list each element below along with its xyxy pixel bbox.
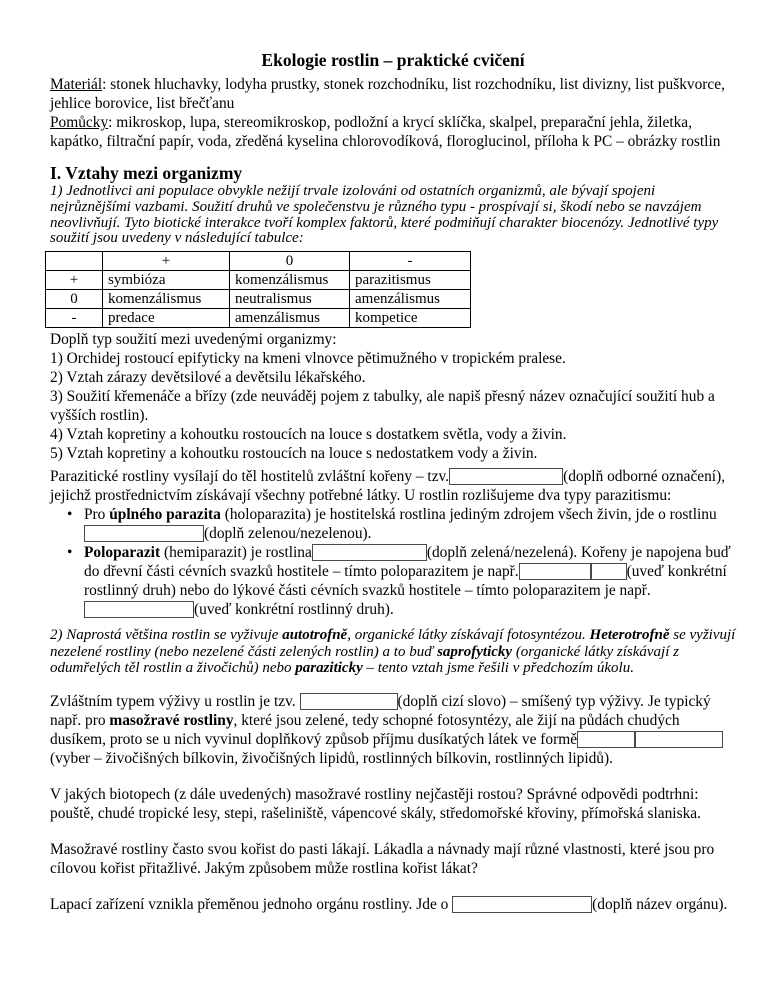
text-run: , organické látky získávají fotosyntézou. bbox=[347, 627, 590, 644]
biotopes-question: V jakých biotopech (z dále uvedených) masožravé rostliny nejčastěji rostou? Správné odpovědi podtrhni: pouště, chudé tropické lesy, stepi, rašeliniště, vápencové skály, středomořské křoviny, přímořská slaniska. bbox=[50, 785, 701, 822]
blank-drevni-druh-b[interactable] bbox=[591, 563, 627, 580]
material-line bbox=[50, 75, 736, 113]
nutrition-paragraph bbox=[50, 627, 736, 677]
task-item-4: 4) Vztah kopretiny a kohoutku rostoucích na louce s dostatkem světla, vody a živin. bbox=[50, 426, 567, 444]
task-item-1: 1) Orchidej rostoucí epifyticky na kmeni vlnovce pětimužného v tropickém pralese. bbox=[50, 350, 566, 368]
text-run: (hemiparazit) je rostlina bbox=[160, 544, 312, 562]
text-run: se vyživují nezelené rostliny (nebo nezelené části zelených rostlin) a to buď bbox=[50, 627, 736, 660]
text-run: (doplň název orgánu). bbox=[592, 895, 728, 913]
text-run: – tento vztah jsme řešili v předchozím úkolu. bbox=[362, 660, 634, 677]
material-text: : stonek hluchavky, lodyha prustky, stonek rozchodníku, list rozchodníku, list divizny, list puškvorce, jehlice borovice, list břečťanu bbox=[50, 76, 725, 112]
text-run: (doplň zelenou/nezelenou). bbox=[204, 525, 372, 543]
text-run: úplného parazita bbox=[109, 506, 221, 524]
table-header-cell: - bbox=[350, 252, 471, 271]
text-run: masožravé rostliny bbox=[109, 711, 234, 729]
text-run: saprofyticky bbox=[437, 643, 513, 660]
text-run: Zvláštním typem výživy u rostlin je tzv. bbox=[50, 692, 300, 710]
table-row-label: 0 bbox=[46, 290, 103, 309]
parasitism-paragraph bbox=[50, 467, 736, 505]
text-run: Pro bbox=[84, 506, 110, 524]
blank-forma-latek-a[interactable] bbox=[577, 731, 635, 748]
tools-text: : mikroskop, lupa, stereomikroskop, podložní a krycí sklíčka, skalpel, preparační jehla, žiletka, kapátko, filtrační papír, voda, zředěná kyselina chlorovodíková, floroglucinol, příloha k PC – obrázky rostlin bbox=[50, 114, 721, 150]
table-cell: komenzálismus bbox=[103, 290, 230, 309]
text-run: (doplň zelená/nezelená). Kořeny je napojena buď do dřevní části cévních svazků hostitele – tímto poloparazitem je např. bbox=[84, 544, 731, 581]
table-cell: amenzálismus bbox=[230, 309, 350, 328]
table-row bbox=[46, 290, 471, 309]
blank-hemiparazit-barva[interactable] bbox=[312, 544, 427, 561]
text-run: Poloparazit bbox=[84, 544, 161, 562]
text-run: autotrofně bbox=[282, 627, 348, 644]
text-run: Lapací zařízení vznikla přeměnou jednoho orgánu rostliny. Jde o bbox=[50, 895, 453, 913]
text-run: (uveď konkrétní rostlinný druh). bbox=[194, 601, 394, 619]
holoparasite-item bbox=[84, 505, 736, 543]
table-row bbox=[46, 271, 471, 290]
blank-cizi-slovo[interactable] bbox=[300, 693, 398, 710]
blank-lykovy-druh[interactable] bbox=[84, 601, 194, 618]
lure-question: Masožravé rostliny často svou kořist do pasti lákají. Lákadla a návnady mají různé vlastnosti, které jsou pro cílovou kořist přitažlivé. Jakým způsobem může rostlina kořist lákat? bbox=[50, 840, 715, 877]
trap-paragraph bbox=[50, 895, 736, 914]
text-run: (vyber – živočišných bílkovin, živočišných lipidů, rostlinných bílkovin, rostlinných lipidů). bbox=[50, 749, 613, 767]
blank-drevni-druh-a[interactable] bbox=[519, 563, 591, 580]
table-header-cell: + bbox=[103, 252, 230, 271]
text-run: , které jsou zelené, tedy schopné fotosyntézy, ale žijí na půdách chudých dusíkem, proto se u nich vyvinul doplňkový způsob příjmu dusíkatých látek ve formě bbox=[50, 711, 680, 748]
fill-prompt: Doplň typ soužití mezi uvedenými organizmy: bbox=[50, 331, 337, 349]
text-run: (organické látky získávají z odumřelých těl rostlin a živočichů) nebo bbox=[50, 643, 679, 677]
text-run: (doplň odborné označení), jejichž prostřednictvím získávají všechny potřebné látky. U rostlin rozlišujeme dva typy parazitismu: bbox=[50, 468, 726, 505]
text-run: (uveď konkrétní rostlinný druh) nebo do lýkové části cévních svazků hostitele – tímto poloparazitem je např. bbox=[84, 563, 727, 600]
table-cell: kompetice bbox=[350, 309, 471, 328]
task-item-3: 3) Soužití křemenáče a břízy (zde neuváděj pojem z tabulky, ale napiš přesný název označující soužití hub a vyšších rostlin). bbox=[50, 388, 715, 425]
blank-forma-latek-b[interactable] bbox=[635, 731, 723, 748]
blank-nazev-organu[interactable] bbox=[452, 896, 592, 913]
table-row-label: + bbox=[46, 271, 103, 290]
table-cell: symbióza bbox=[103, 271, 230, 290]
tools-line bbox=[50, 113, 736, 151]
document-title: Ekologie rostlin – praktické cvičení bbox=[261, 50, 525, 70]
text-run: (doplň cizí slovo) – smíšený typ výživy. Je typický např. pro bbox=[50, 692, 711, 729]
text-run: (holoparazita) je hostitelská rostlina jediným zdrojem všech živin, jde o rostlinu bbox=[220, 506, 717, 524]
task-item-2: 2) Vztah zárazy devětsilové a devětsilu lékařského. bbox=[50, 369, 366, 387]
table-cell: neutralismus bbox=[230, 290, 350, 309]
material-label: Materiál bbox=[50, 76, 103, 93]
relations-table bbox=[45, 251, 471, 328]
table-header-cell: 0 bbox=[230, 252, 350, 271]
table-cell: amenzálismus bbox=[350, 290, 471, 309]
section-intro: 1) Jednotlivci ani populace obvykle nežijí trvale izolováni od ostatních organizmů, ale bývají spojeni nejrůznějšími vazbami. Soužití druhů ve společenstvu je různého typu - prospívají si, škodí nebo se navzájem neovlivňují. Tyto biotické interakce tvoří komplex faktorů, které podmiňují charakter biocenózy. Jednotlivé typy soužití jsou uvedeny v následující tabulce: bbox=[50, 183, 719, 247]
blank-holoparazit-barva[interactable] bbox=[84, 525, 204, 542]
table-row bbox=[46, 309, 471, 328]
table-cell: parazitismus bbox=[350, 271, 471, 290]
task-item-5: 5) Vztah kopretiny a kohoutku rostoucích na louce s nedostatkem vody a živin. bbox=[50, 445, 538, 463]
table-header-row bbox=[46, 252, 471, 271]
text-run: Heterotrofně bbox=[589, 627, 670, 644]
text-run: paraziticky bbox=[295, 660, 363, 677]
table-cell: predace bbox=[103, 309, 230, 328]
table-header-cell bbox=[46, 252, 103, 271]
blank-odborne-oznaceni[interactable] bbox=[449, 468, 563, 485]
text-run: 2) Naprostá většina rostlin se vyživuje bbox=[50, 627, 283, 644]
text-run: Parazitické rostliny vysílají do těl hostitelů zvláštní kořeny – tzv. bbox=[50, 468, 450, 486]
section-heading: I. Vztahy mezi organizmy bbox=[50, 163, 243, 183]
table-cell: komenzálismus bbox=[230, 271, 350, 290]
table-row-label: - bbox=[46, 309, 103, 328]
tools-label: Pomůcky bbox=[50, 114, 109, 131]
mixotrophy-paragraph bbox=[50, 692, 736, 768]
hemiparasite-item bbox=[84, 543, 736, 619]
parasite-types-list bbox=[50, 505, 736, 619]
